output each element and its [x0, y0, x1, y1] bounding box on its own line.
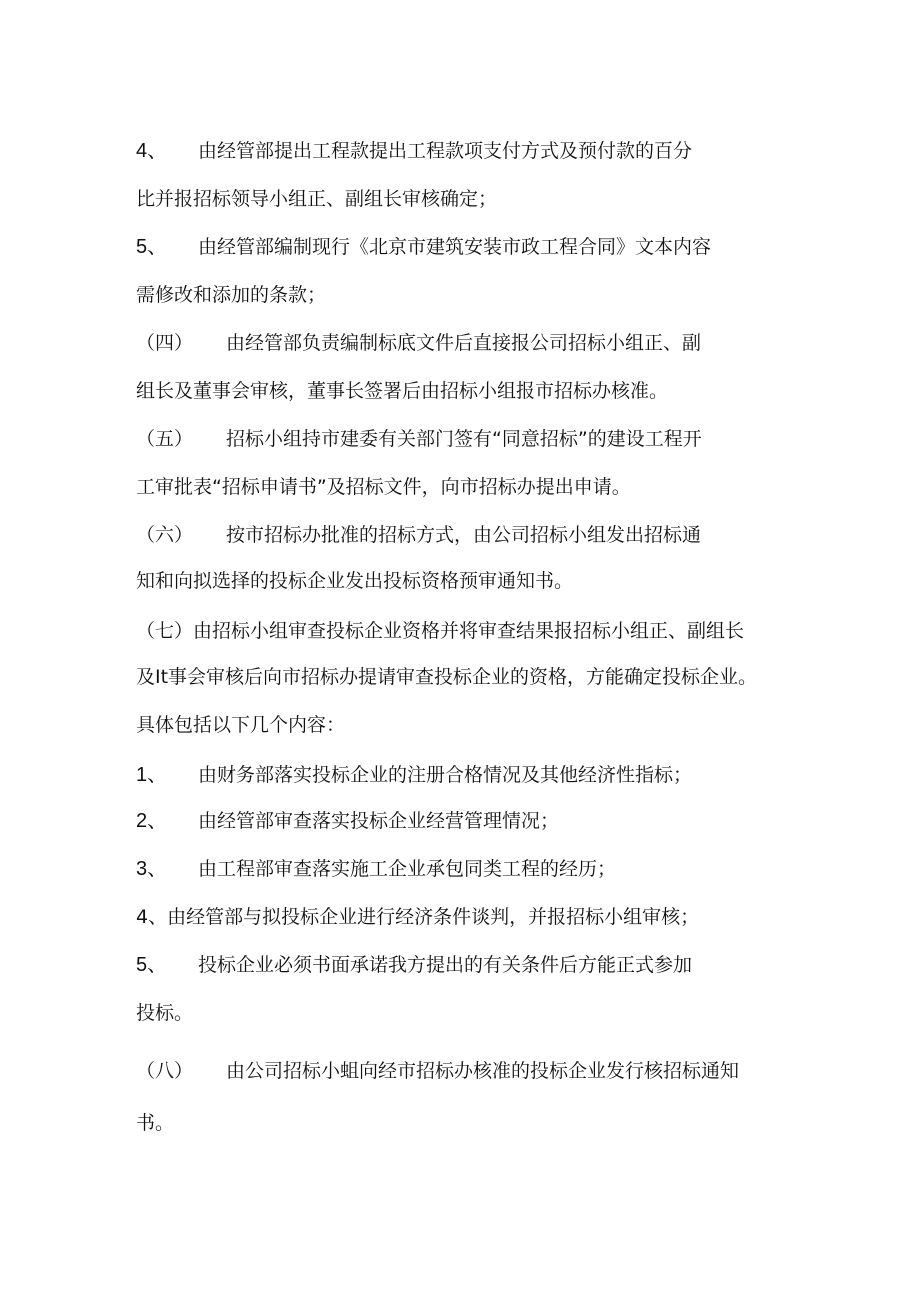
- paragraph-line: [136, 616, 744, 646]
- paragraph-line: [136, 520, 701, 550]
- section-marker: （五）: [136, 428, 194, 450]
- item-number: 5、: [136, 954, 168, 976]
- line-text: （七）由招标小组审查投标企业资格并将审查结果报招标小组正、副组长: [136, 620, 745, 642]
- paragraph-line: [136, 902, 699, 932]
- paragraph-line: [136, 710, 345, 740]
- paragraph-line: [136, 472, 631, 502]
- paragraph-line: [136, 998, 193, 1028]
- paragraph-line: [136, 854, 616, 884]
- paragraph-line: [136, 136, 692, 166]
- paragraph-line: [136, 1108, 174, 1138]
- line-text: 投标企业必须书面承诺我方提出的有关条件后方能正式参加: [198, 954, 693, 976]
- paragraph-line: [136, 280, 326, 310]
- line-text: 由公司招标小蛆向经市招标办核准的投标企业发行核招标通知: [226, 1060, 740, 1082]
- paragraph-line: [136, 760, 692, 790]
- line-text: 按市招标办批准的招标方式，由公司招标小组发出招标通: [226, 524, 702, 546]
- item-number: 2、: [136, 810, 168, 832]
- line-text: 由经管部负责编制标底文件后直接报公司招标小组正、副: [226, 332, 702, 354]
- line-text: 由工程部审查落实施工企业承包同类工程的经历；: [198, 858, 617, 880]
- paragraph-line: [136, 950, 692, 980]
- paragraph-line: [136, 184, 497, 214]
- item-number: 3、: [136, 858, 168, 880]
- item-number: 1、: [136, 764, 168, 786]
- paragraph-line: [136, 232, 711, 262]
- line-text: 需修改和添加的条款；: [136, 284, 327, 306]
- line-text: 具体包括以下几个内容：: [136, 714, 346, 736]
- line-text: 4、由经管部与拟投标企业进行经济条件谈判，并报招标小组审核；: [136, 906, 700, 928]
- section-marker: （八）: [136, 1060, 194, 1082]
- line-text: 由财务部落实投标企业的注册合格情况及其他经济性指标；: [198, 764, 693, 786]
- item-number: 4、: [136, 140, 168, 162]
- paragraph-line: [136, 806, 559, 836]
- line-text: 由经管部提出工程款提出工程款项支付方式及预付款的百分: [198, 140, 693, 162]
- line-text: 招标小组持市建委有关部门签有“同意招标”的建设工程开: [226, 428, 702, 450]
- line-text: 及It事会审核后向市招标办提请审查投标企业的资格，方能确定投标企业。: [136, 666, 758, 688]
- paragraph-line: [136, 424, 702, 454]
- line-text: 由经管部编制现行《北京市建筑安装市政工程合同》文本内容: [198, 236, 712, 258]
- line-text: 知和向拟选择的投标企业发出投标资格预审通知书。: [136, 570, 574, 592]
- line-text: 组长及董事会审核，董事长签署后由招标小组报市招标办核准。: [136, 380, 669, 402]
- line-text: 书。: [136, 1112, 175, 1134]
- paragraph-line: [136, 1056, 739, 1086]
- item-number: 5、: [136, 236, 168, 258]
- paragraph-line: [136, 328, 701, 358]
- section-marker: （四）: [136, 332, 194, 354]
- line-text: 由经管部审查落实投标企业经营管理情况；: [198, 810, 560, 832]
- line-text: 工审批表“招标申请书”及招标文件，向市招标办提出申请。: [136, 476, 631, 498]
- line-text: 比并报招标领导小组正、副组长审核确定；: [136, 188, 498, 210]
- section-marker: （六）: [136, 524, 194, 546]
- paragraph-line: [136, 662, 757, 692]
- paragraph-line: [136, 376, 668, 406]
- line-text: 投标。: [136, 1002, 194, 1024]
- paragraph-line: [136, 566, 573, 596]
